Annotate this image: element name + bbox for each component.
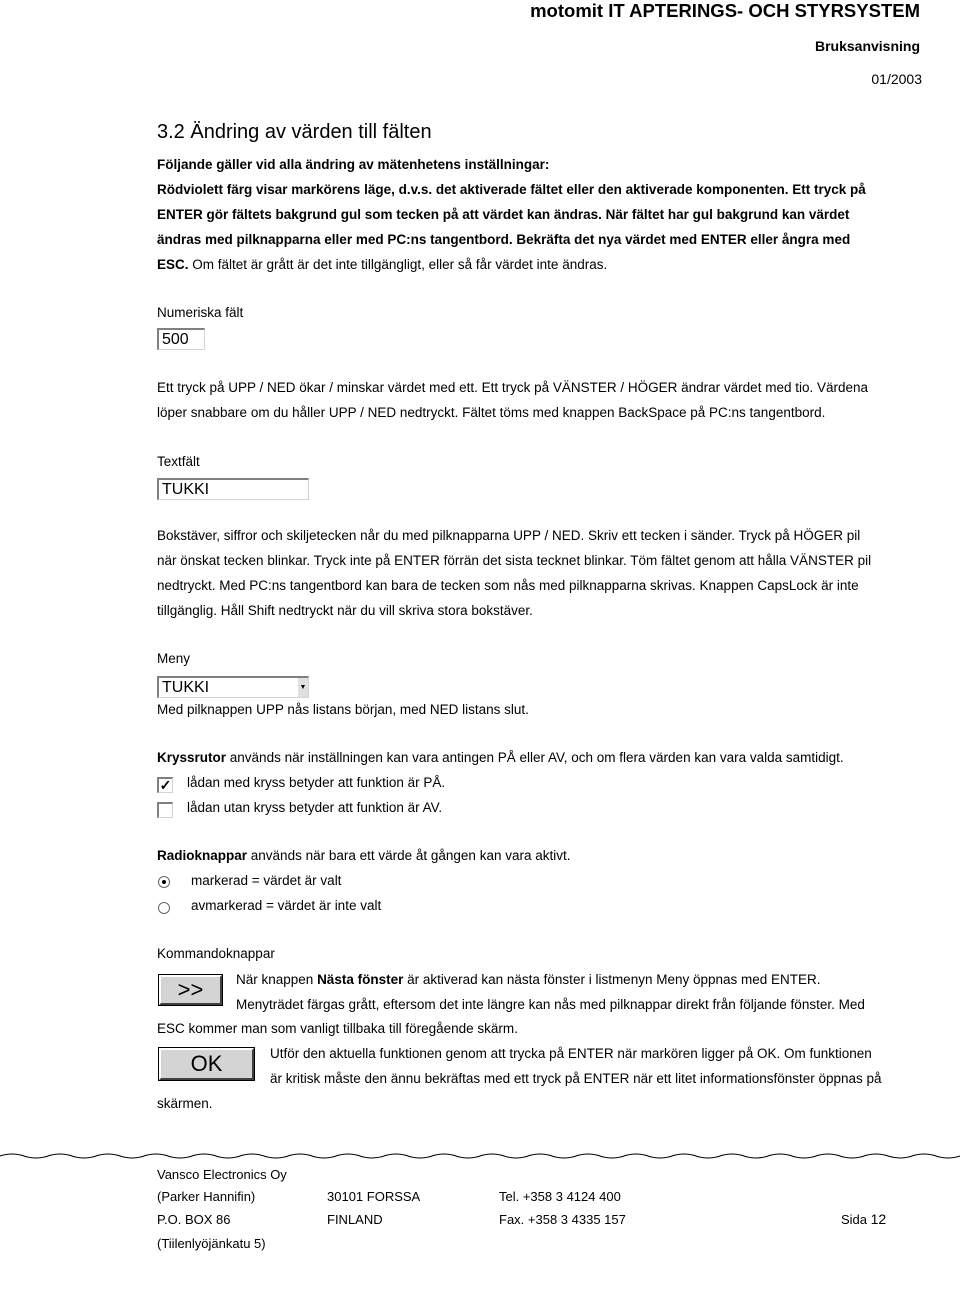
page-label: Sida [841,1212,871,1227]
section-title: 3.2 Ändring av värden till fälten [157,121,432,143]
footer-company: Vansco Electronics Oy [157,1167,287,1182]
footer-parent: (Parker Hannifin) [157,1189,256,1204]
intro-line-4: ändras med pilknapparna eller med PC:ns tangentbord. Bekräfta det nya värdet med ENTER eller ångra med [157,232,851,247]
footer-box: P.O. BOX 86 [157,1212,231,1227]
next-line-3: ESC kommer man som vanligt tillbaka till föregående skärm. [157,1021,518,1036]
menu-heading: Meny [157,651,191,666]
text-line-4: tillgänglig. Håll Shift nedtryckt när du vill skriva stora bokstäver. [157,603,533,618]
menu-line-1: Med pilknappen UPP nås listans början, med NED listans slut. [157,702,529,717]
command-heading: Kommandoknappar [157,946,275,961]
next-window-button[interactable]: >> [159,975,222,1005]
footer-street: (Tiilenlyöjänkatu 5) [157,1236,266,1251]
document-subtitle: Bruksanvisning [814,38,920,54]
checkbox-desc: används när inställningen kan vara antingen PÅ eller AV, och om flera värden kan vara valda samtidigt. [226,750,844,765]
document-date: 01/2003 [871,71,922,87]
text-line-3: nedtryckt. Med PC:ns tangentbord kan bara de tecken som nås med pilknapparna skrivas. Knappen CapsLock är inte [157,578,859,593]
numeric-heading: Numeriska fält [157,305,244,320]
unselected-radio[interactable] [158,902,170,914]
next-line-2: Menyträdet färgas grått, eftersom det inte längre kan nås med pilknappar direkt från följande fönster. Med [236,997,865,1012]
next-line-1a: När knappen [236,972,318,987]
radio-desc: används när bara ett värde åt gången kan vara aktivt. [247,848,571,863]
page-num: 12 [870,1211,887,1227]
checkbox-term: Kryssrutor [157,750,227,765]
document-title-rest: APTERINGS- OCH STYRSYSTEM [624,0,920,21]
unchecked-checkbox-label: lådan utan kryss betyder att funktion är AV. [187,800,443,815]
intro-line-5 [157,257,607,272]
intro-line-3: ENTER gör fältets bakgrund gul som tecken på att värdet kan ändras. När fältet har gul bakgrund kan värdet [157,207,850,222]
page-number [841,1211,886,1227]
intro-line-2: Rödviolett färg visar markörens läge, d.v.s. det aktiverade fältet eller den aktiverade komponenten. Ett tryck på [157,182,866,197]
selected-radio[interactable] [158,876,170,888]
text-line-1: Bokstäver, siffror och skiljetecken når du med pilknapparna UPP / NED. Skriv ett tecken i sänder. Tryck på HÖGER pil [157,528,861,543]
intro-line-5-rest: Om fältet är grått är det inte tillgängligt, eller så får värdet inte ändras. [188,257,608,272]
radio-description [157,848,570,863]
next-line-1c: är aktiverad kan nästa fönster i listmenyn Meny öppnas med ENTER. [403,972,821,987]
text-line-2: när önskat tecken blinkar. Tryck inte på ENTER förrän det sista tecknet blinkar. Töm fältet genom att hålla VÄNSTER pil [157,553,872,568]
numeric-line-2: löper snabbare om du håller UPP / NED nedtryckt. Fältet töms med knappen BackSpace på PC:ns tangentbord. [157,405,826,420]
footer-divider [0,1152,960,1160]
selected-radio-label: markerad = värdet är valt [191,873,342,888]
checked-checkbox-label: lådan med kryss betyder att funktion är PÅ. [187,775,446,790]
checkmark-icon: ✓ [159,777,172,793]
footer-fax: Fax. +358 3 4335 157 [499,1212,626,1227]
footer-country: FINLAND [327,1212,383,1227]
next-line-1 [236,972,821,987]
ok-line-3: skärmen. [157,1096,213,1111]
checkbox-description [157,750,844,765]
radio-term: Radioknappar [157,848,248,863]
numeric-field-example[interactable]: 500 [157,328,205,350]
footer-postal: 30101 FORSSA [327,1189,421,1204]
menu-dropdown-value: TUKKI [162,679,210,696]
ok-line-2: är kritisk måste den ännu bekräftas med ett tryck på ENTER när ett litet informationsfönster öppnas på [270,1071,882,1086]
unchecked-checkbox[interactable] [157,802,173,818]
unselected-radio-label: avmarkerad = värdet är inte valt [191,898,382,913]
ok-line-1: Utför den aktuella funktionen genom att trycka på ENTER när markören ligger på OK. Om funktionen [270,1046,872,1061]
document-title [530,0,920,22]
ok-button[interactable]: OK [159,1048,254,1080]
footer-tel: Tel. +358 3 4124 400 [499,1189,621,1204]
numeric-line-1: Ett tryck på UPP / NED ökar / minskar värdet med ett. Ett tryck på VÄNSTER / HÖGER ändrar värdet med tio. Värdena [157,380,869,395]
checked-checkbox[interactable] [157,777,173,793]
radio-dot-icon [162,880,166,884]
brand-name: motomit IT [530,0,625,21]
intro-line-1: Följande gäller vid alla ändring av mätenhetens inställningar: [157,157,550,172]
text-field-example[interactable]: TUKKI [157,478,309,500]
esc-key-text: ESC. [157,257,189,272]
next-window-term: Nästa fönster [317,972,404,987]
textfield-heading: Textfält [157,454,200,469]
menu-dropdown-example[interactable] [157,676,309,698]
chevron-down-icon[interactable]: ▼ [297,678,308,697]
